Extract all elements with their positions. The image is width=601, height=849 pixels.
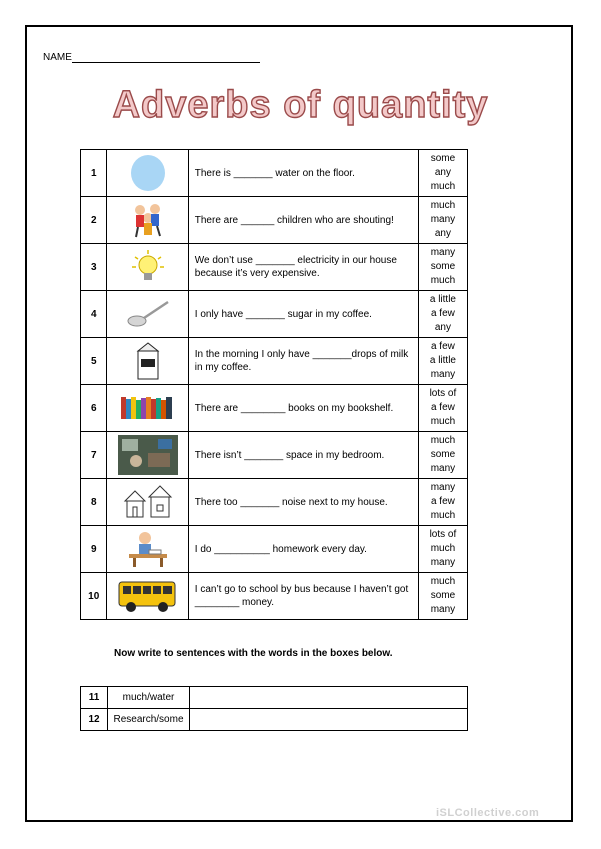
instruction-text: Now write to sentences with the words in the boxes below. bbox=[114, 648, 393, 659]
option-word[interactable]: a few bbox=[430, 402, 455, 413]
exercise-row bbox=[81, 150, 468, 197]
name-label: NAME bbox=[43, 52, 72, 63]
answer-field[interactable] bbox=[190, 687, 468, 709]
row-sentence: I can’t go to school by bus because I haven’t got ________ money. bbox=[188, 573, 418, 620]
option-word[interactable]: some bbox=[430, 449, 456, 460]
option-word[interactable]: a few bbox=[430, 341, 455, 352]
row-sentence: In the morning I only have _______drops of milk in my coffee. bbox=[188, 338, 418, 385]
row-options bbox=[418, 573, 467, 620]
row-picture bbox=[107, 244, 188, 291]
option-word[interactable]: any bbox=[434, 167, 451, 178]
row-number: 9 bbox=[81, 526, 107, 573]
name-field[interactable] bbox=[72, 52, 260, 63]
row-number: 11 bbox=[81, 687, 108, 709]
exercise-row bbox=[81, 479, 468, 526]
exercise-row bbox=[81, 291, 468, 338]
exercise-row bbox=[81, 526, 468, 573]
option-word[interactable]: much bbox=[430, 275, 456, 286]
row-options bbox=[418, 479, 467, 526]
row-picture bbox=[107, 573, 188, 620]
row-sentence: I do __________ homework every day. bbox=[188, 526, 418, 573]
name-line bbox=[43, 52, 260, 63]
option-word[interactable]: much bbox=[430, 200, 456, 211]
exercise-table bbox=[80, 149, 468, 620]
row-picture bbox=[107, 385, 188, 432]
option-word[interactable]: lots of bbox=[429, 388, 457, 399]
exercise-row bbox=[81, 573, 468, 620]
option-word[interactable]: some bbox=[430, 261, 456, 272]
row-options bbox=[418, 197, 467, 244]
row-sentence: There too _______ noise next to my house. bbox=[188, 479, 418, 526]
children-icon bbox=[107, 201, 187, 239]
option-word[interactable]: a few bbox=[430, 308, 455, 319]
row-picture bbox=[107, 291, 188, 338]
messy-bedroom-icon bbox=[107, 435, 187, 475]
exercise-row bbox=[81, 338, 468, 385]
option-word[interactable]: any bbox=[434, 228, 451, 239]
light-bulb-icon bbox=[107, 249, 187, 285]
row-number: 2 bbox=[81, 197, 107, 244]
exercise-row bbox=[81, 197, 468, 244]
option-word[interactable]: much bbox=[430, 576, 456, 587]
option-word[interactable]: any bbox=[434, 322, 451, 333]
watermark: iSLCollective.com bbox=[436, 807, 540, 819]
row-options bbox=[418, 526, 467, 573]
row-options bbox=[418, 432, 467, 479]
row-sentence: There are ______ children who are shouting! bbox=[188, 197, 418, 244]
option-word[interactable]: much bbox=[430, 416, 456, 427]
option-word[interactable]: many bbox=[430, 482, 456, 493]
option-word[interactable]: many bbox=[430, 214, 456, 225]
option-word[interactable]: many bbox=[430, 604, 456, 615]
row-options bbox=[418, 244, 467, 291]
answer-field[interactable] bbox=[190, 709, 468, 731]
row-number: 5 bbox=[81, 338, 107, 385]
prompt-words: much/water bbox=[108, 687, 190, 709]
row-number: 3 bbox=[81, 244, 107, 291]
books-icon bbox=[107, 395, 187, 421]
row-options bbox=[418, 150, 467, 197]
row-number: 12 bbox=[81, 709, 108, 731]
row-number: 8 bbox=[81, 479, 107, 526]
option-word[interactable]: many bbox=[430, 369, 456, 380]
row-options bbox=[418, 338, 467, 385]
row-sentence: There isn’t _______ space in my bedroom. bbox=[188, 432, 418, 479]
option-word[interactable]: many bbox=[430, 247, 456, 258]
option-word[interactable]: a little bbox=[429, 294, 456, 305]
writing-row bbox=[81, 687, 468, 709]
exercise-row bbox=[81, 244, 468, 291]
option-word[interactable]: a few bbox=[430, 496, 455, 507]
row-sentence: We don’t use _______ electricity in our house because it’s very expensive. bbox=[188, 244, 418, 291]
writing-row bbox=[81, 709, 468, 731]
row-number: 7 bbox=[81, 432, 107, 479]
option-word[interactable]: much bbox=[430, 510, 456, 521]
student-desk-icon bbox=[107, 530, 187, 568]
row-number: 4 bbox=[81, 291, 107, 338]
school-bus-icon bbox=[107, 578, 187, 614]
spoon-icon bbox=[107, 299, 187, 329]
option-word[interactable]: much bbox=[430, 181, 456, 192]
row-picture bbox=[107, 150, 188, 197]
option-word[interactable]: much bbox=[430, 435, 456, 446]
row-sentence: There are ________ books on my bookshelf. bbox=[188, 385, 418, 432]
row-picture bbox=[107, 479, 188, 526]
option-word[interactable]: much bbox=[430, 543, 456, 554]
row-number: 1 bbox=[81, 150, 107, 197]
row-options bbox=[418, 291, 467, 338]
water-drop-icon bbox=[107, 153, 187, 193]
row-number: 10 bbox=[81, 573, 107, 620]
exercise-row bbox=[81, 432, 468, 479]
row-sentence: There is _______ water on the floor. bbox=[188, 150, 418, 197]
row-picture bbox=[107, 197, 188, 244]
row-picture bbox=[107, 526, 188, 573]
milk-carton-icon bbox=[107, 341, 187, 381]
row-picture bbox=[107, 338, 188, 385]
option-word[interactable]: a little bbox=[429, 355, 456, 366]
writing-table bbox=[80, 686, 468, 731]
row-sentence: I only have _______ sugar in my coffee. bbox=[188, 291, 418, 338]
houses-icon bbox=[107, 483, 187, 521]
row-number: 6 bbox=[81, 385, 107, 432]
option-word[interactable]: some bbox=[430, 590, 456, 601]
exercise-row bbox=[81, 385, 468, 432]
row-picture bbox=[107, 432, 188, 479]
option-word[interactable]: lots of bbox=[429, 529, 457, 540]
option-word[interactable]: many bbox=[430, 463, 456, 474]
option-word[interactable]: some bbox=[430, 153, 456, 164]
worksheet-title: Adverbs of quantity bbox=[112, 84, 489, 126]
option-word[interactable]: many bbox=[430, 557, 456, 568]
prompt-words: Research/some bbox=[108, 709, 190, 731]
row-options bbox=[418, 385, 467, 432]
